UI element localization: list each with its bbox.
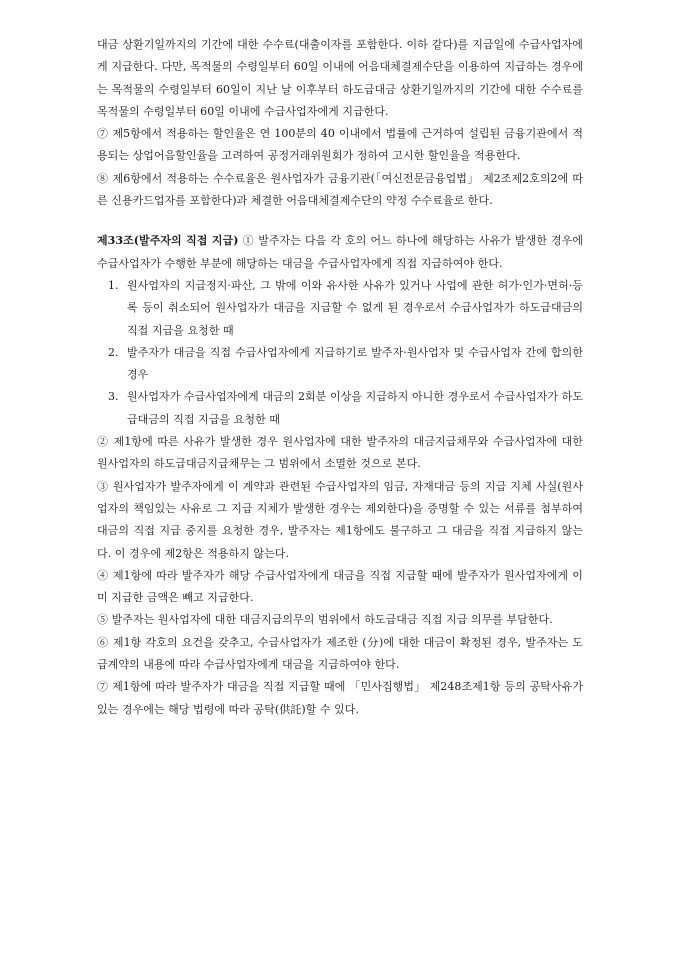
item-text: 원사업자가 수급사업자에게 대금의 2회분 이상을 지급하지 아니한 경우로서 수급사업자가 하도급대금의 직접 지급을 요청한 때 xyxy=(127,390,583,426)
clause-1-text: ① 발주자는 다음 각 호의 어느 하나에 해당하는 사유가 발생한 경우에 수급사업자가 수행한 부분에 해당하는 대금을 수급사업자에게 직접 지급하여야 한다. xyxy=(97,234,584,270)
section-gap xyxy=(97,212,583,230)
clause-2-paragraph: ② 제1항에 따른 사유가 발생한 경우 원사업자에 대한 발주자의 대금지급채무와 수급사업자에 대한 원사업자의 하도급대금지급채무는 그 범위에서 소멸한 것으로 본다. xyxy=(97,435,583,471)
item-number: 2. xyxy=(108,345,119,359)
article-33-clause-1 xyxy=(97,230,583,275)
clause-4-paragraph: ④ 제1항에 따라 발주자가 해당 수급사업자에게 대금을 직접 지급할 때에 발주자가 원사업자에게 이미 지급한 금액은 빼고 지급한다. xyxy=(97,568,583,605)
clause-6-paragraph: ⑥ 제1항 각호의 요건을 갖추고, 수급사업자가 제조한 (分)에 대한 대금이 확정된 경우, 발주자는 도급계약의 내용에 따라 수급사업자에게 대금을 지급하여야 한다. xyxy=(97,635,583,672)
list-item xyxy=(97,275,583,342)
article-heading: 제33조(발주자의 직접 지급) xyxy=(97,234,239,248)
intro-paragraph-1: 대금 상환기일까지의 기간에 대한 수수료(대출이자를 포함한다. 이하 같다)를 지급일에 수급사업자에게 지급한다. 다만, 목적물의 수령일부터 60일 이내에 어음대체결제수단을 이용하여 지급하는 경우에는 목적물의 수령일부터 60일이 지난 날 이후부터 하도급대금 상환기일까지의 기간에 대한 수수료를 목적물의 수령일부터 60일 이내에 수급사업자에게 지급한다. xyxy=(97,38,583,118)
item-number: 3. xyxy=(108,390,119,404)
clause-7b-paragraph: ⑦ 제1항에 따라 발주자가 대금을 직접 지급할 때에 「민사집행법」 제248조제1항 등의 공탁사유가 있는 경우에는 해당 법령에 따라 공탁(供託)할 수 있다. xyxy=(97,680,583,716)
clause-7-paragraph: ⑦ 제5항에서 적용하는 할인율은 연 100분의 40 이내에서 법률에 근거하여 설립된 금융기관에서 적용되는 상업어음할인율을 고려하여 공정거래위원회가 정하여 고시한 할인율을 적용한다. xyxy=(97,127,583,163)
item-text: 원사업자의 지급정지·파산, 그 밖에 이와 유사한 사유가 있거나 사업에 관한 허가·인가·면허·등록 등이 취소되어 원사업자가 대금을 지급할 수 없게 된 경우로서 수급사업자가 하도급대금의 직접 지급을 요청한 때 xyxy=(127,278,583,337)
item-text: 발주자가 대금을 직접 수급사업자에게 지급하기로 발주자·원사업자 및 수급사업자 간에 합의한 경우 xyxy=(127,345,583,382)
document-page xyxy=(97,34,583,721)
clause-5-paragraph: ⑤ 발주자는 원사업자에 대한 대금지급의무의 범위에서 하도급대금 직접 지급 의무를 부담한다. xyxy=(97,613,553,627)
clause-8-paragraph: ⑧ 제6항에서 적용하는 수수료율은 원사업자가 금융기관(「여신전문금융업법」 제2조제2호의2에 따른 신용카드업자를 포함한다)과 체결한 어음대체결제수단의 약정 수수료율로 한다. xyxy=(97,171,583,208)
list-item xyxy=(97,386,583,431)
list-item xyxy=(97,342,583,387)
item-number: 1. xyxy=(108,278,119,292)
clause-3-paragraph: ③ 원사업자가 발주자에게 이 계약과 관련된 수급사업자의 임금, 자재대금 등의 지급 지체 사실(원사업자의 책임있는 사유로 그 지급 지체가 발생한 경우는 제외한다)을 증명할 수 있는 서류를 첨부하여 대금의 직접 지급 중지를 요청한 경우, 발주자는 제1항에도 불구하고 그 대금을 직접 지급하지 않는다. 이 경우에 제2항은 적용하지 않는다. xyxy=(97,479,583,560)
